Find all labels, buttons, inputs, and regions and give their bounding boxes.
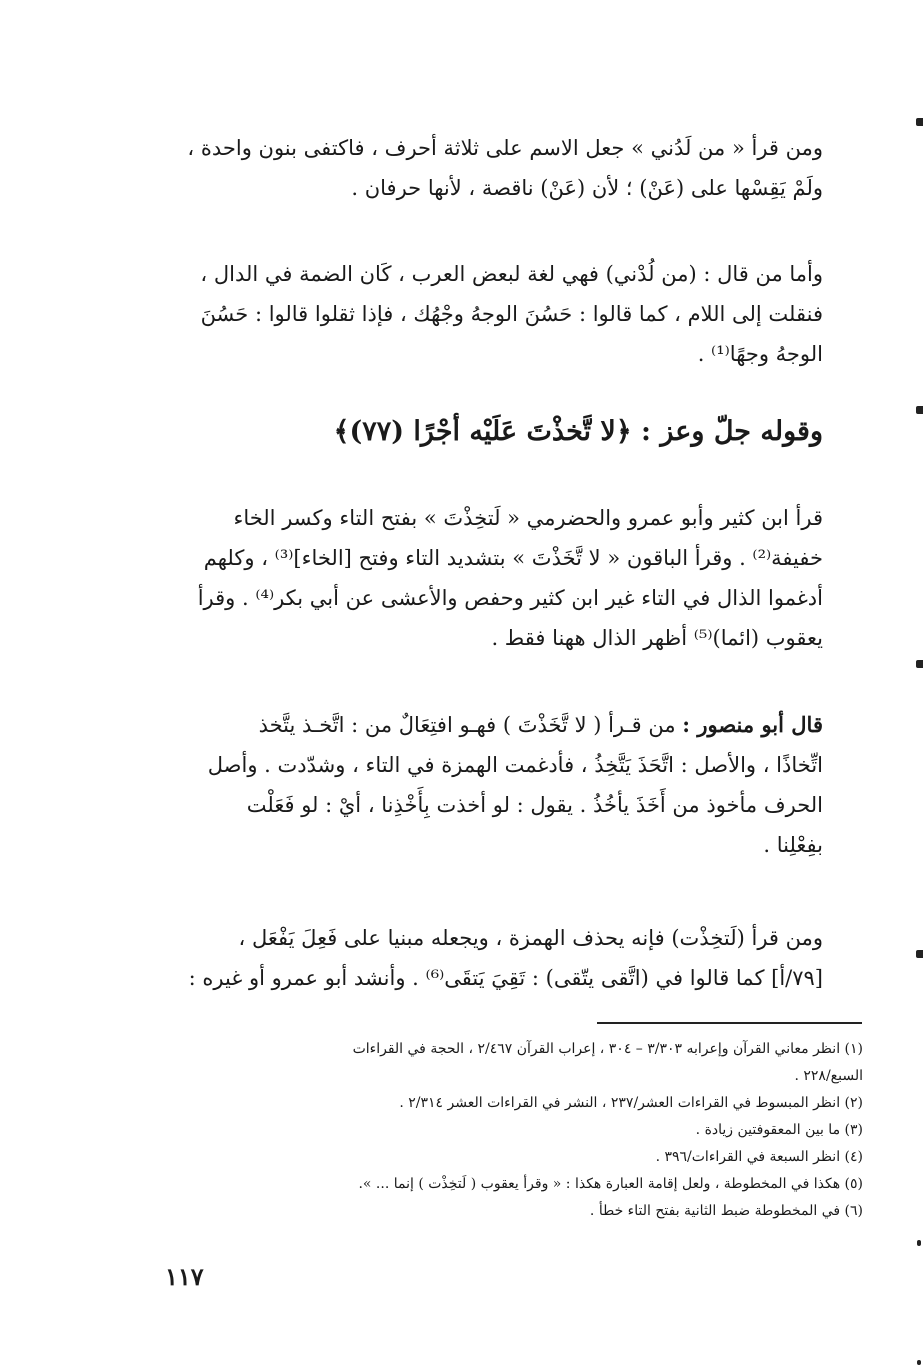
paragraph-1 — [160, 128, 823, 208]
paragraph-5 — [160, 918, 823, 998]
page-number: ١١٧ — [165, 1262, 204, 1291]
verse-heading: وقوله جلّ وعز : ﴿لا تَّخذْتَ عَلَيْه أجْرًا (٧٧)﴾ — [333, 416, 823, 447]
text-line: ولَمْ يَقِسْها على (عَنْ) ؛ لأن (عَنْ) ناقصة ، لأنها حرفان . — [351, 176, 823, 200]
scan-edge-mark — [916, 406, 923, 414]
footnote-divider — [597, 1022, 862, 1024]
text-line: ومن قرأ « من لَدُني » جعل الاسم على ثلاثة أحرف ، فاكتفى بنون واحدة ، — [187, 136, 823, 160]
scan-edge-mark — [916, 118, 923, 126]
footnote: (١) انظر معاني القرآن وإعرابه ٣/٣٠٣ – ٣٠٤ ، إعراب القرآن ٢/٤٦٧ ، الحجة في القراءات — [352, 1041, 863, 1057]
paragraph-4 — [160, 705, 823, 865]
text-line: قرأ ابن كثير وأبو عمرو والحضرمي « لَتخِذْتَ » بفتح التاء وكسر الخاء — [233, 506, 823, 530]
scan-edge-mark — [916, 950, 923, 958]
text-line: فنقلت إلى اللام ، كما قالوا : حَسُنَ الوجهُ وجْهُك ، فإذا ثقلوا قالوا : حَسُنَ — [200, 302, 823, 326]
scan-edge-mark — [916, 660, 923, 668]
text-line: يعقوب (ائما)⁽⁵⁾ أظهر الذال ههنا فقط . — [491, 626, 823, 650]
author-lead: قال أبو منصور : — [682, 712, 823, 737]
text-line: وأما من قال : (من لُدْني) فهي لغة لبعض العرب ، كَان الضمة في الدال ، — [200, 262, 823, 286]
text-line: اتِّخاذًا ، والأصل : اتَّحَذَ يَتَّخِذُ ، فأدغمت الهمزة في التاء ، وشدّدت . وأصل — [207, 753, 823, 777]
footnote: (٥) هكذا في المخطوطة ، ولعل إقامة العبارة هكذا : « وقرأ يعقوب ( لَتخِذْت ) إنما ... ». — [358, 1176, 863, 1192]
text-line: أدغموا الذال في التاء غير ابن كثير وحفص والأعشى عن أبي بكر⁽⁴⁾ . وقرأ — [197, 586, 823, 610]
scan-edge-mark — [917, 1360, 921, 1365]
text-line: بفِعْلِنا . — [763, 833, 823, 857]
paragraph-2 — [160, 254, 823, 374]
text-fragment: من قـرأ ( لا تَّخَذْتَ ) فهـو افتِعَالٌ من : اتَّخـذ يتَّخذ — [258, 713, 683, 737]
text-line: ومن قرأ (لَتخِذْت) فإنه يحذف الهمزة ، ويجعله مبنيا على فَعِلَ يَفْعَل ، — [238, 926, 823, 950]
footnote: (٣) ما بين المعقوفتين زيادة . — [695, 1122, 863, 1138]
text-line — [160, 705, 823, 745]
footnote: (٢) انظر المبسوط في القراءات العشر/٢٣٧ ، النشر في القراءات العشر ٢/٣١٤ . — [399, 1095, 863, 1111]
footnote: (٤) انظر السبعة في القراءات/٣٩٦ . — [655, 1149, 863, 1165]
text-line: الحرف مأخوذ من أَخَذَ يأخُذُ . يقول : لو أخذت بِأَخْذِنا ، أيْ : لو فَعَلْت — [246, 793, 823, 817]
footnote: (٦) في المخطوطة ضبط الثانية بفتح التاء خطأ . — [589, 1203, 863, 1219]
text-line: [٧٩/أ] كما قالوا في (اتَّقى يتّقى) : تَقِيَ يَتقَى⁽⁶⁾ . وأنشد أبو عمرو أو غيره : — [188, 966, 823, 990]
paragraph-3 — [160, 498, 823, 658]
scan-edge-mark — [917, 1240, 921, 1246]
footnote: السبع/٢٢٨ . — [794, 1068, 863, 1084]
text-line: الوجهُ وجهًا⁽¹⁾ . — [697, 342, 823, 366]
text-line: خفيفة⁽²⁾ . وقرأ الباقون « لا تَّخَذْتَ » بتشديد التاء وفتح [الخاء]⁽³⁾ ، وكلهم — [203, 546, 823, 570]
footnotes — [160, 1036, 863, 1225]
